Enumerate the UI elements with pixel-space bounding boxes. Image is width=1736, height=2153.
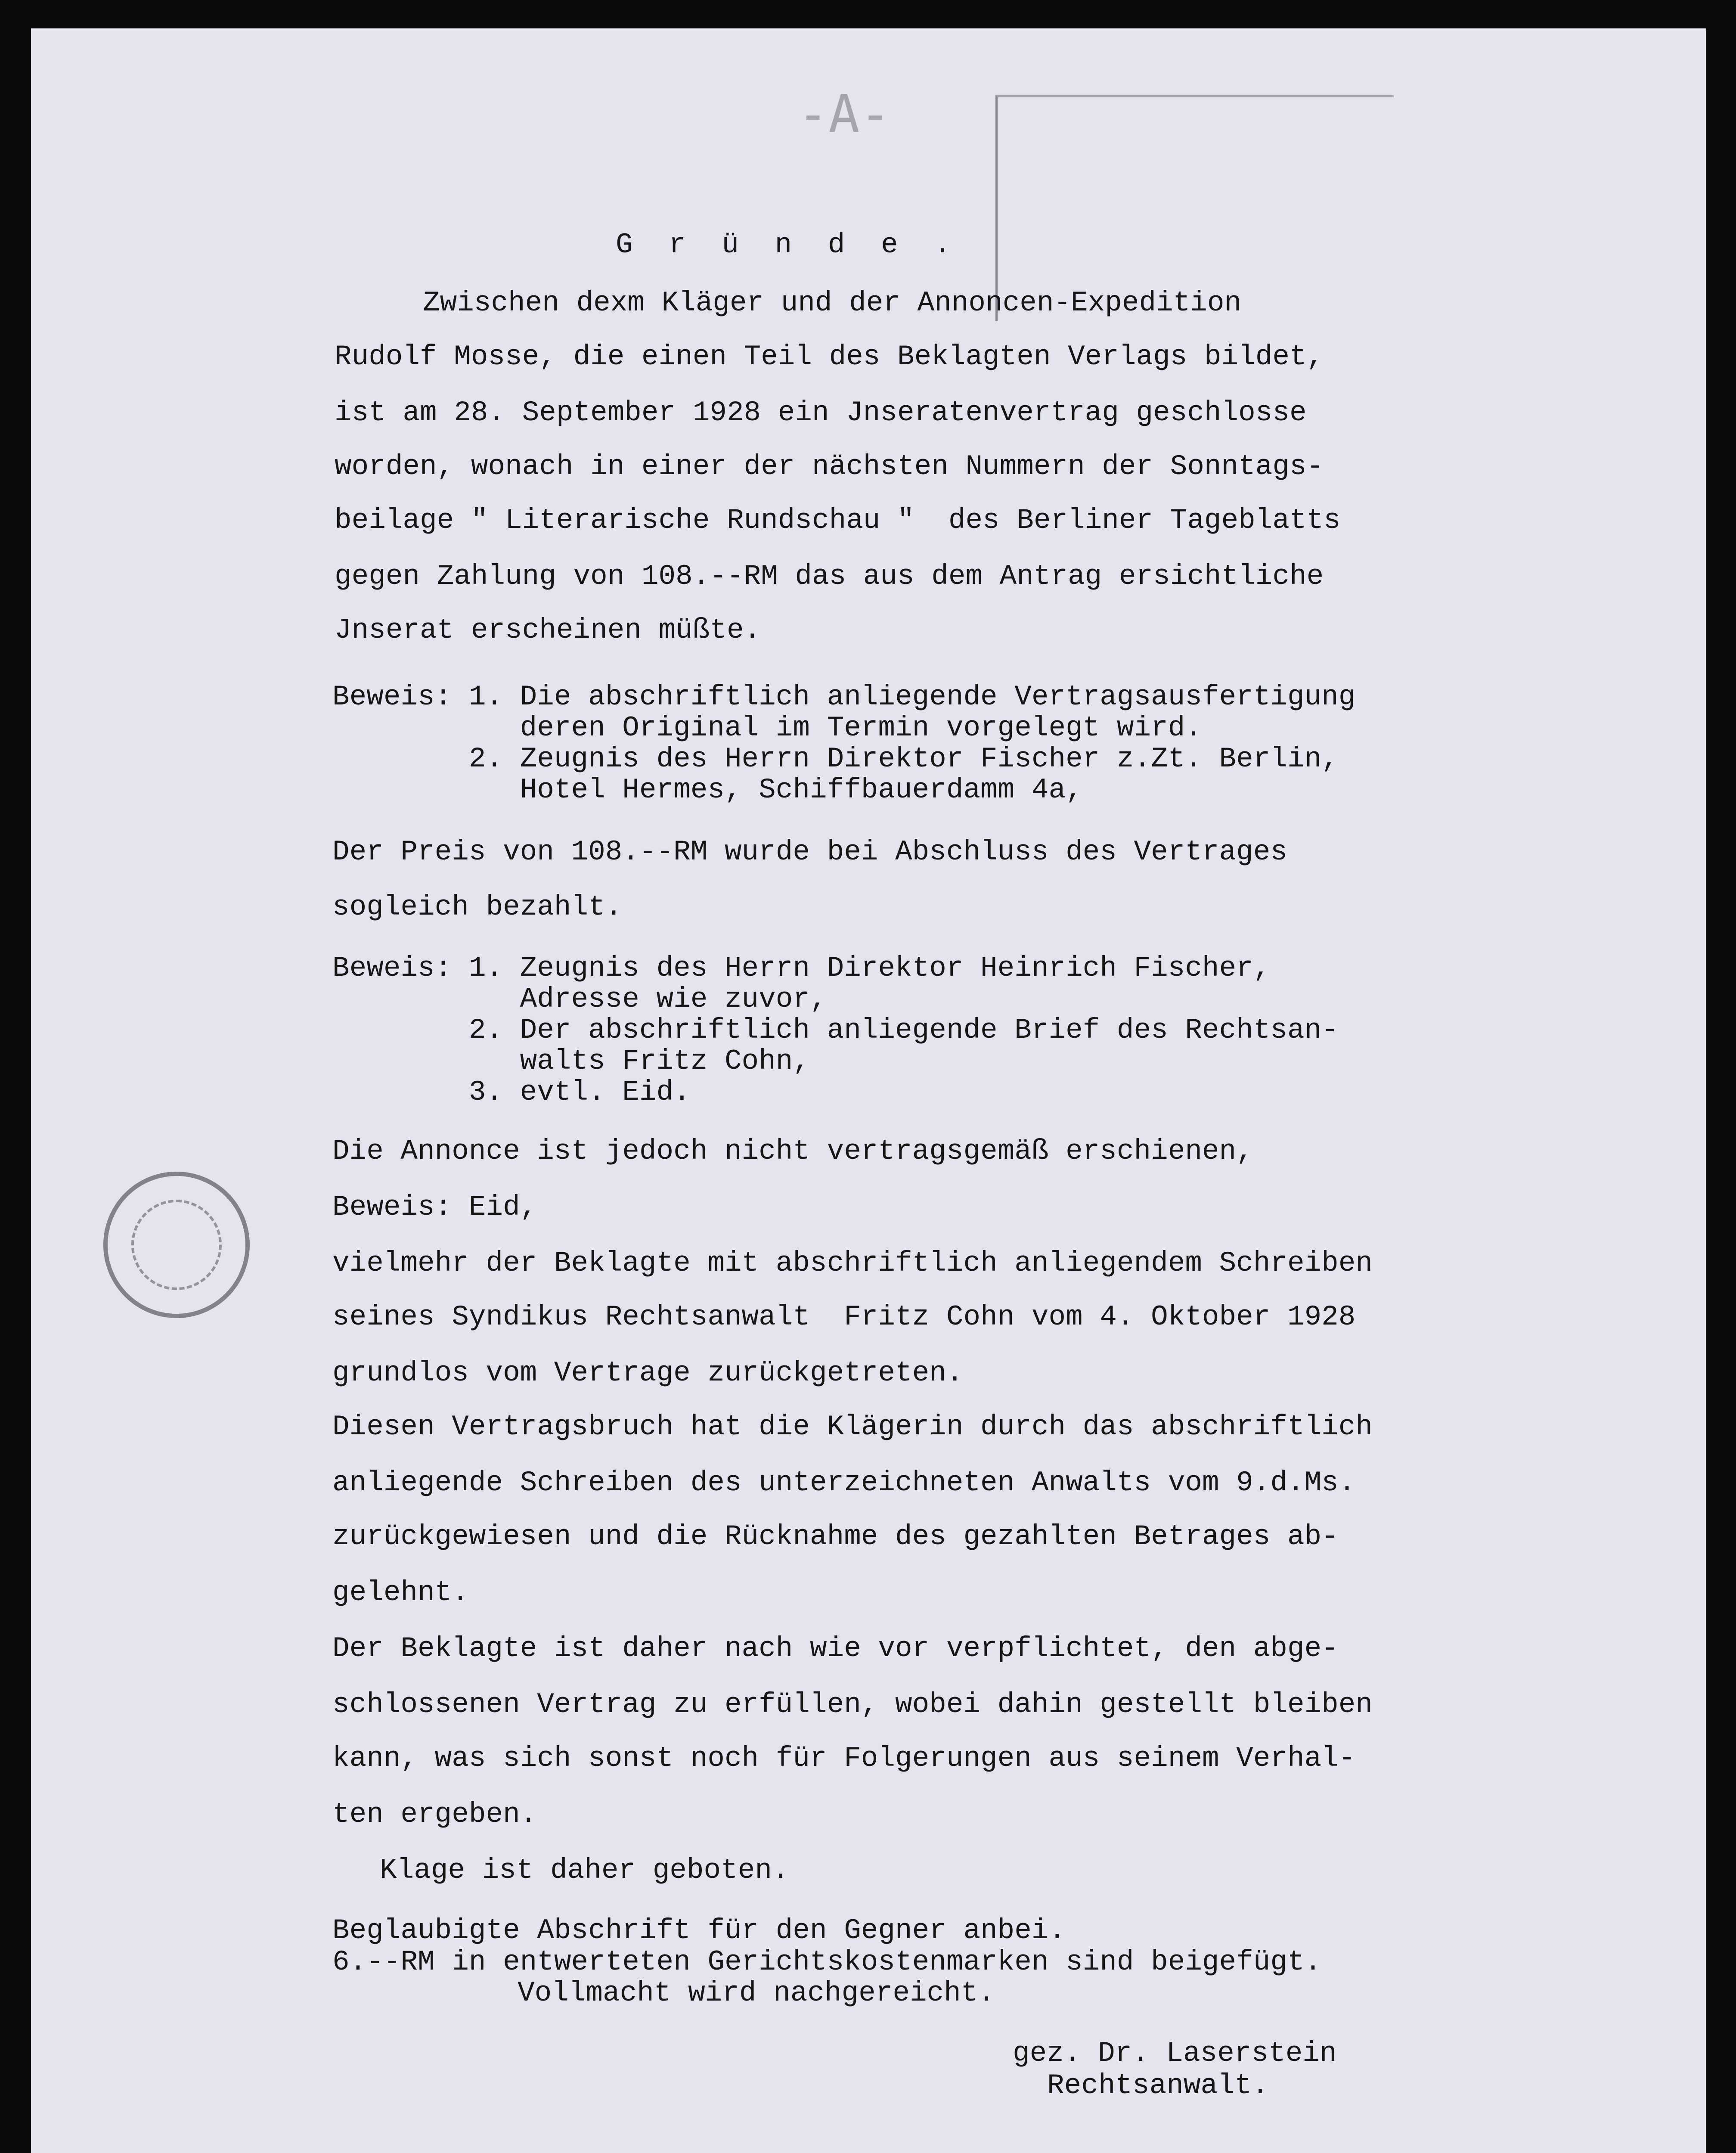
closing-line: 6.--RM in entwerteten Gerichtskostenmarken sind beigefügt. [332,1946,1322,1978]
text-line: gegen Zahlung von 108.--RM das aus dem Antrag ersichtliche [335,560,1324,593]
text-line: worden, wonach in einer der nächsten Nummern der Sonntags- [335,450,1324,483]
text-line: zurückgewiesen und die Rücknahme des gezahlten Betrages ab- [332,1520,1339,1553]
text-line: gelehnt. [332,1576,469,1609]
evidence-line: 3. evtl. Eid. [332,1076,691,1108]
evidence-line: Beweis: 1. Zeugnis des Herrn Direktor Heinrich Fischer, [332,952,1271,984]
text-line: seines Syndikus Rechtsanwalt Fritz Cohn vom 4. Oktober 1928 [332,1301,1356,1333]
text-line: sogleich bezahlt. [332,891,623,923]
text-line: Jnserat erscheinen müßte. [335,614,761,646]
text-line: kann, was sich sonst noch für Folgerungen aus seinem Verhal- [332,1742,1356,1775]
signature-title: Rechtsanwalt. [1047,2069,1269,2102]
text-line: grundlos vom Vertrage zurückgetreten. [332,1357,964,1389]
text-line: Die Annonce ist jedoch nicht vertragsgemäß erschienen, [332,1135,1253,1167]
text-line: ten ergeben. [332,1798,537,1830]
text-line: Diesen Vertragsbruch hat die Klägerin durch das abschriftlich [332,1411,1373,1443]
text-line: Der Preis von 108.--RM wurde bei Abschluss des Vertrages [332,836,1287,868]
text-line: Beweis: Eid, [332,1191,537,1223]
text-line: Zwischen dexm Kläger und der Annoncen-Expedition [423,287,1242,319]
round-seal-stamp [103,1172,250,1318]
text-line: ist am 28. September 1928 ein Jnseratenvertrag geschlosse [335,397,1307,429]
text-line: Der Beklagte ist daher nach wie vor verpflichtet, den abge- [332,1632,1339,1665]
evidence-line: deren Original im Termin vorgelegt wird. [332,712,1202,744]
seal-inner-ring [131,1200,222,1290]
document-page [31,28,1706,2153]
evidence-line: Hotel Hermes, Schiffbauerdamm 4a, [332,774,1083,806]
text-line: Rudolf Mosse, die einen Teil des Beklagten Verlags bildet, [335,341,1324,373]
evidence-line: Beweis: 1. Die abschriftlich anliegende Vertragsausfertigung [332,681,1356,713]
closing-line: Vollmacht wird nachgereicht. [518,1977,995,2009]
text-line: schlossenen Vertrag zu erfüllen, wobei dahin gestellt bleiben [332,1688,1373,1721]
evidence-line: walts Fritz Cohn, [332,1045,810,1077]
evidence-line: Adresse wie zuvor, [332,983,827,1015]
handwritten-mark: -A- [797,84,891,144]
section-heading: G r ü n d e . [616,229,961,261]
text-line: anliegende Schreiben des unterzeichneten Anwalts vom 9.d.Ms. [332,1467,1356,1499]
signature-line: gez. Dr. Laserstein [1013,2037,1337,2069]
evidence-line: 2. Zeugnis des Herrn Direktor Fischer z.Zt. Berlin, [332,743,1339,775]
text-line: beilage " Literarische Rundschau " des Berliner Tageblatts [335,504,1341,537]
text-line: Klage ist daher geboten. [380,1854,789,1886]
text-line: vielmehr der Beklagte mit abschriftlich anliegendem Schreiben [332,1247,1373,1279]
evidence-line: 2. Der abschriftlich anliegende Brief des Rechtsan- [332,1014,1339,1046]
closing-line: Beglaubigte Abschrift für den Gegner anbei. [332,1914,1066,1947]
